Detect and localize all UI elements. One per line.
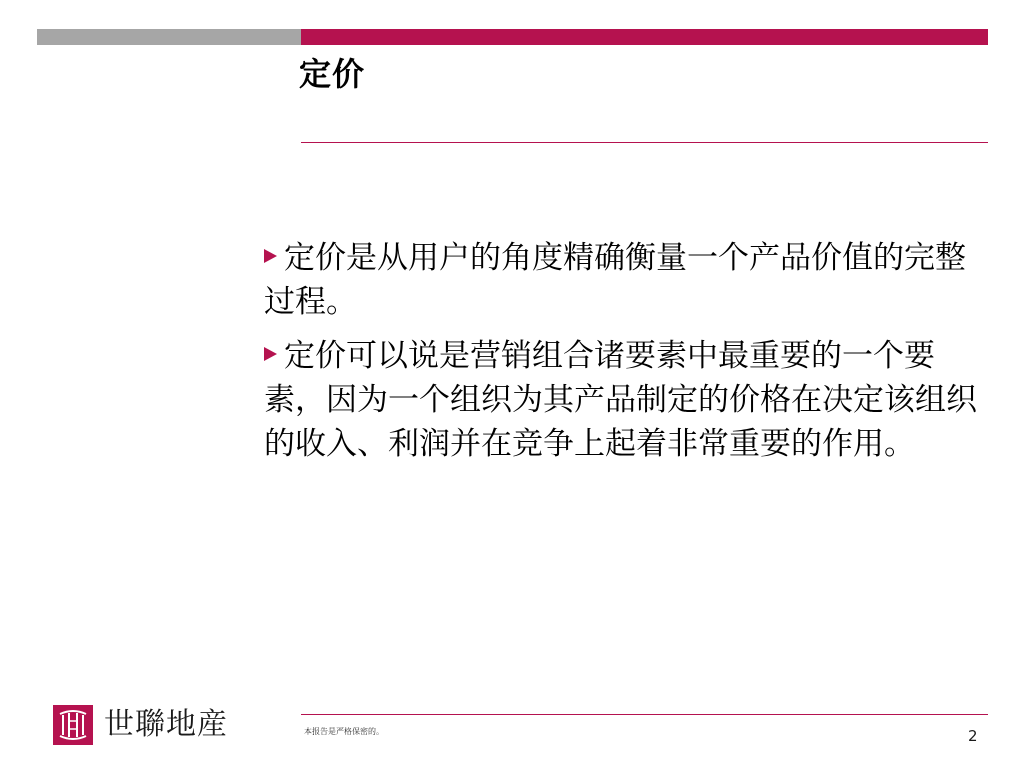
bullet-item bbox=[264, 236, 980, 324]
top-bar-gray bbox=[37, 29, 301, 45]
page-number: 2 bbox=[968, 727, 978, 745]
company-logo bbox=[53, 705, 228, 745]
bullet-list bbox=[264, 236, 980, 476]
bullet-text: 定价可以说是营销组合诸要素中最重要的一个要素，因为一个组织为其产品制定的价格在决定该组织的收入、利润并在竞争上起着非常重要的作用。 bbox=[264, 338, 977, 462]
triangle-right-icon bbox=[264, 249, 277, 263]
top-bar-accent bbox=[301, 29, 988, 45]
bullet-item bbox=[264, 334, 980, 466]
bullet-text: 定价是从用户的角度精确衡量一个产品价值的完整过程。 bbox=[264, 240, 966, 320]
footer-divider bbox=[301, 714, 988, 715]
title-divider bbox=[301, 142, 988, 143]
slide-title: 定价 bbox=[299, 55, 366, 93]
shilian-logo-icon bbox=[53, 705, 93, 745]
confidential-note: 本报告是严格保密的。 bbox=[304, 727, 384, 736]
triangle-right-icon bbox=[264, 347, 277, 361]
logo-text: 世聯地産 bbox=[104, 707, 228, 742]
